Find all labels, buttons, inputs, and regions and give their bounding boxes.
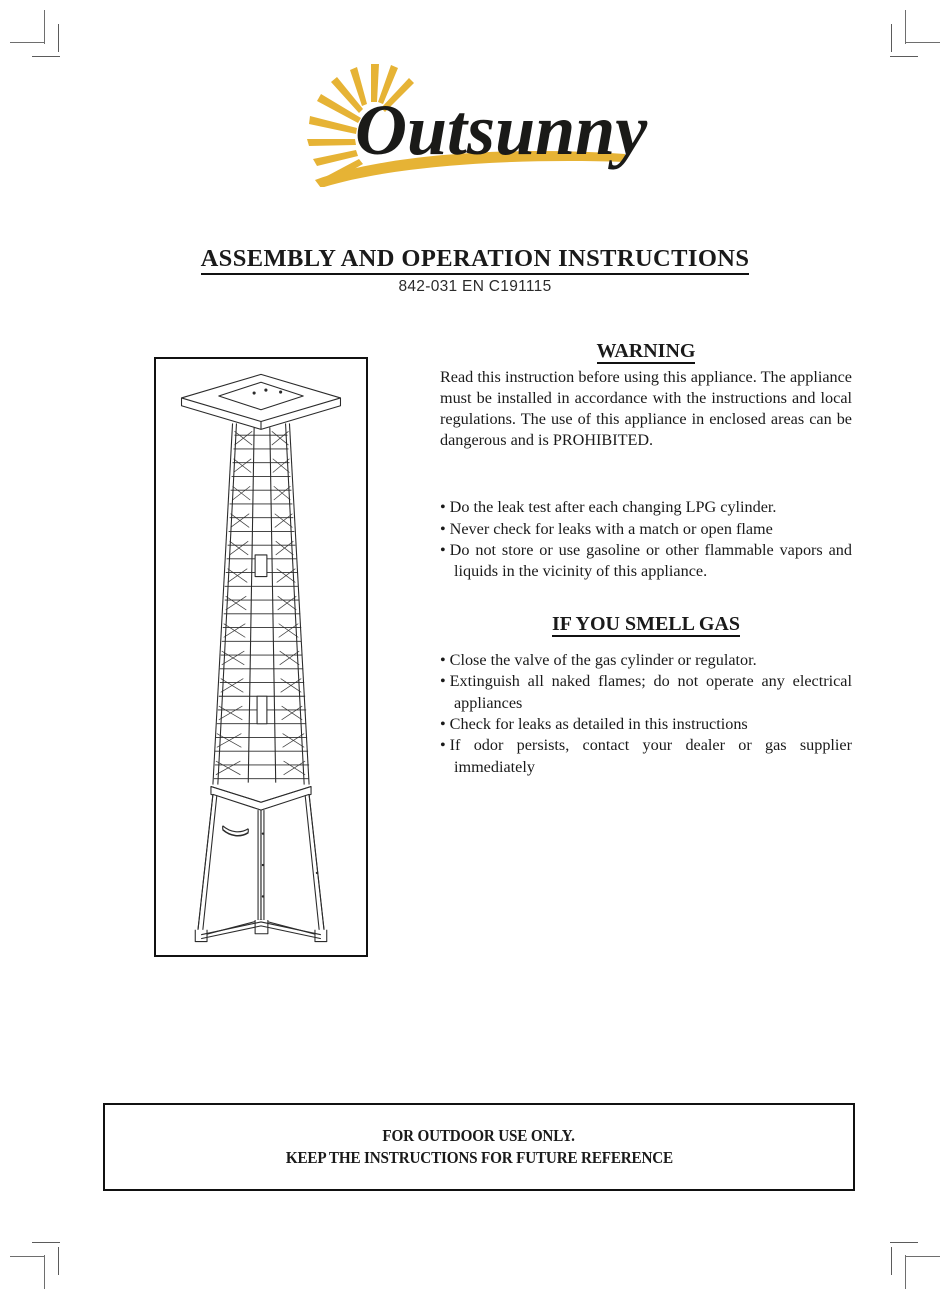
model-code-line: 842-031 EN C191115	[398, 278, 552, 295]
bullet-glyph: •	[440, 714, 446, 733]
outdoor-use-notice-box	[103, 1103, 855, 1191]
warning-body: Read this instruction before using this appliance. The appliance must be installed in accordance with the instructions and local regulations. The use of this appliance in enclosed areas can be dangerous and is PROHIBITED.	[440, 368, 852, 450]
smell-gas-heading	[440, 613, 852, 636]
crop-mark-horizontal-line	[906, 42, 940, 43]
list-item-text: Do not store or use gasoline or other flammable vapors and liquids in the vicinity of this appliance.	[449, 541, 852, 581]
list-item	[440, 735, 852, 778]
crop-mark-horizontal-line	[10, 1256, 44, 1257]
bullet-glyph: •	[440, 736, 446, 755]
crop-mark-vertical-line	[44, 10, 45, 44]
product-illustration-frame	[154, 357, 368, 957]
brand-logo	[0, 62, 950, 187]
page-title	[0, 245, 950, 273]
list-item-text: Close the valve of the gas cylinder or regulator.	[449, 650, 757, 669]
crop-bracket-horizontal	[32, 56, 60, 57]
notice-line-1: FOR OUTDOOR USE ONLY.	[382, 1125, 576, 1145]
spacer	[440, 451, 852, 497]
crop-bracket-vertical	[58, 24, 59, 52]
bullet-glyph: •	[440, 541, 446, 559]
list-item-text: Do the leak test after each changing LPG cylinder.	[449, 498, 777, 517]
bullet-glyph: •	[440, 498, 446, 517]
list-item	[440, 519, 852, 540]
smell-gas-bullet-list	[440, 650, 852, 778]
crop-mark-horizontal-line	[10, 42, 44, 43]
crop-bracket-horizontal	[32, 1242, 60, 1243]
warning-heading-text: WARNING	[596, 340, 696, 362]
bullet-glyph: •	[440, 672, 446, 691]
list-item	[440, 714, 852, 735]
warning-heading	[440, 340, 852, 363]
list-item-text: If odor persists, contact your dealer or gas supplier immediately	[449, 736, 852, 776]
page-title-text: ASSEMBLY AND OPERATION INSTRUCTIONS	[201, 245, 750, 275]
list-item	[440, 650, 852, 671]
list-item-text: Extinguish all naked flames; do not operate any electrical appliances	[449, 672, 852, 712]
notice-line-2: KEEP THE INSTRUCTIONS FOR FUTURE REFERENCE	[285, 1148, 673, 1167]
warning-bullet-list	[440, 497, 852, 583]
crop-bracket-horizontal	[890, 56, 918, 57]
crop-mark-vertical-line	[905, 10, 906, 44]
crop-mark-vertical-line	[905, 1255, 906, 1289]
bullet-glyph: •	[440, 519, 446, 538]
spacer	[440, 583, 852, 613]
list-item	[440, 671, 852, 714]
list-item	[440, 497, 852, 518]
crop-mark-vertical-line	[44, 1255, 45, 1289]
warnings-column	[440, 340, 852, 778]
bullet-glyph: •	[440, 650, 446, 669]
patio-heater-drawing	[156, 359, 366, 955]
brand-wordmark: Outsunny	[355, 90, 648, 170]
list-item-text: Never check for leaks with a match or open flame	[449, 519, 773, 538]
crop-bracket-vertical	[58, 1247, 59, 1275]
crop-bracket-vertical	[891, 1247, 892, 1275]
smell-gas-heading-text: IF YOU SMELL GAS	[552, 612, 740, 635]
list-item	[440, 540, 852, 583]
crop-mark-horizontal-line	[906, 1256, 940, 1257]
list-item-text: Check for leaks as detailed in this instructions	[449, 714, 748, 733]
crop-bracket-vertical	[891, 24, 892, 52]
crop-bracket-horizontal	[890, 1242, 918, 1243]
